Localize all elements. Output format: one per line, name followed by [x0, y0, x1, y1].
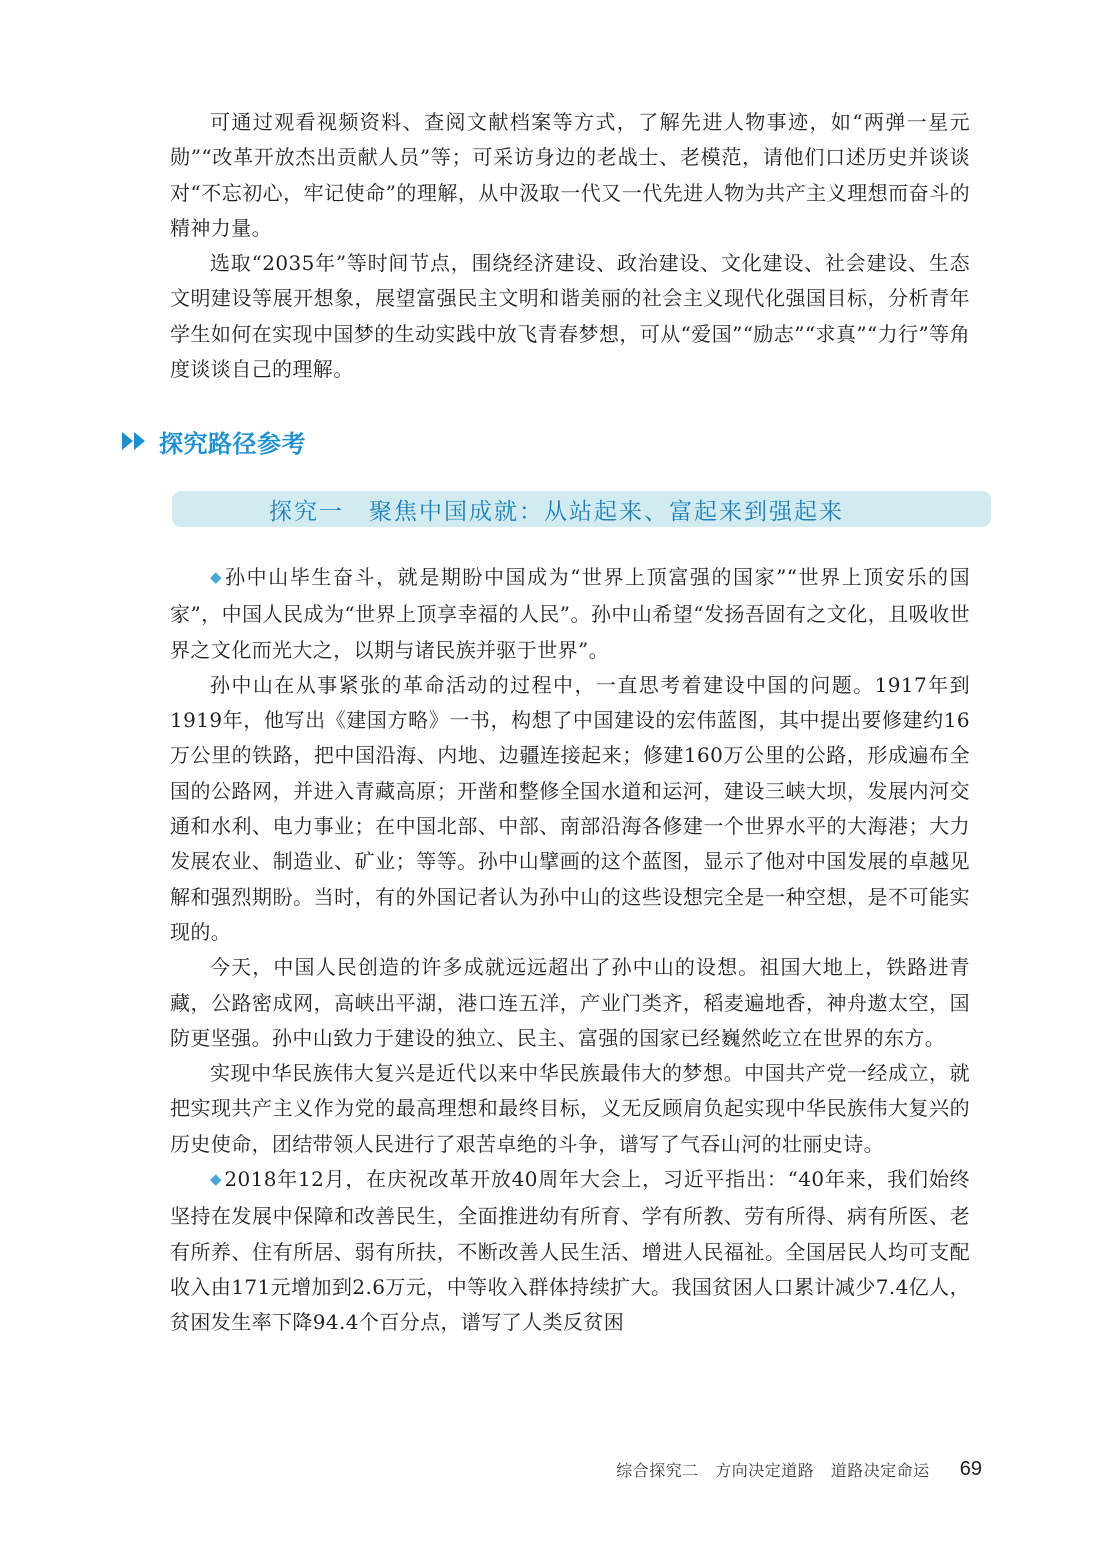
exploration-paragraph-4: 实现中华民族伟大复兴是近代以来中华民族最伟大的梦想。中国共产党一经成立，就把实现共产主义作为党的最高理想和最终目标，义无反顾肩负起实现中华民族伟大复兴的历史使命，团结带领人民进行了艰苦卓绝的斗争，谱写了气吞山河的壮丽史诗。 [170, 1061, 970, 1156]
page-footer [0, 1456, 982, 1482]
intro-paragraph-2: 选取“2035年”等时间节点，围绕经济建设、政治建设、文化建设、社会建设、生态文明建设等展开想象，展望富强民主文明和谐美丽的社会主义现代化强国目标，分析青年学生如何在实现中国梦的生动实践中放飞青春梦想，可从“爱国”“励志”“求真”“力行”等角度谈谈自己的理解。 [170, 251, 970, 382]
exploration-paragraph-5 [170, 1162, 970, 1340]
intro-text [170, 105, 970, 387]
exploration-banner [172, 491, 991, 527]
section-title: 探究路径参考 [159, 429, 306, 458]
exploration-paragraph-1 [170, 560, 970, 668]
exploration-paragraph-3: 今天，中国人民创造的许多成就远远超出了孙中山的设想。祖国大地上，铁路进青藏，公路密成网，高峡出平湖，港口连五洋，产业门类齐，稻麦遍地香，神舟遨太空，国防更坚强。孙中山致力于建设的独立、民主、富强的国家已经巍然屹立在世界的东方。 [170, 955, 970, 1050]
exploration-text [170, 560, 970, 1341]
section-heading [122, 423, 306, 459]
page-number: 69 [959, 1457, 982, 1480]
paragraph-text: 2018年12月，在庆祝改革开放40周年大会上，习近平指出：“40年来，我们始终坚持在发展中保障和改善民生，全面推进幼有所育、学有所教、劳有所得、病有所医、老有所养、住有所居、弱有所扶，不断改善人民生活、增进人民福祉。全国居民人均可支配收入由171元增加到2.6万元，中等收入群体持续扩大。我国贫困人口累计减少7.4亿人，贫困发生率下降94.4个百分点，谱写了人类反贫困 [170, 1167, 970, 1335]
intro-paragraph-1: 可通过观看视频资料、查阅文献档案等方式，了解先进人物事迹，如“两弹一星元勋”“改革开放杰出贡献人员”等；可采访身边的老战士、老模范，请他们口述历史并谈谈对“不忘初心，牢记使命”的理解，从中汲取一代又一代先进人物为共产主义理想而奋斗的精神力量。 [170, 110, 970, 240]
running-title: 综合探究二 方向决定道路 道路决定命运 [616, 1460, 930, 1480]
diamond-bullet-icon: ◆ [210, 1170, 223, 1189]
exploration-banner-title: 探究一 聚焦中国成就：从站起来、富起来到强起来 [269, 498, 844, 525]
diamond-bullet-icon: ◆ [210, 568, 224, 586]
exploration-paragraph-2: 孙中山在从事紧张的革命活动的过程中，一直思考着建设中国的问题。1917年到1919年，他写出《建国方略》一书，构想了中国建设的宏伟蓝图，其中提出要修建约16万公里的铁路，把中国沿海、内地、边疆连接起来；修建160万公里的公路，形成遍布全国的公路网，并进入青藏高原；开凿和整修全国水道和运河，建设三峡大坝，发展内河交通和水利、电力事业；在中国北部、中部、南部沿海各修建一个世界水平的大海港；大力发展农业、制造业、矿业；等等。孙中山擘画的这个蓝图，显示了他对中国发展的卓越见解和强烈期盼。当时，有的外国记者认为孙中山的这些设想完全是一种空想，是不可能实现的。 [170, 672, 970, 944]
paragraph-text: 孙中山毕生奋斗，就是期盼中国成为“世界上顶富强的国家”“世界上顶安乐的国家”，中国人民成为“世界上顶享幸福的人民”。孙中山希望“发扬吾固有之文化，且吸收世界之文化而光大之，以期与诸民族并驱于世界”。 [170, 565, 970, 662]
double-triangle-icon [122, 432, 145, 450]
